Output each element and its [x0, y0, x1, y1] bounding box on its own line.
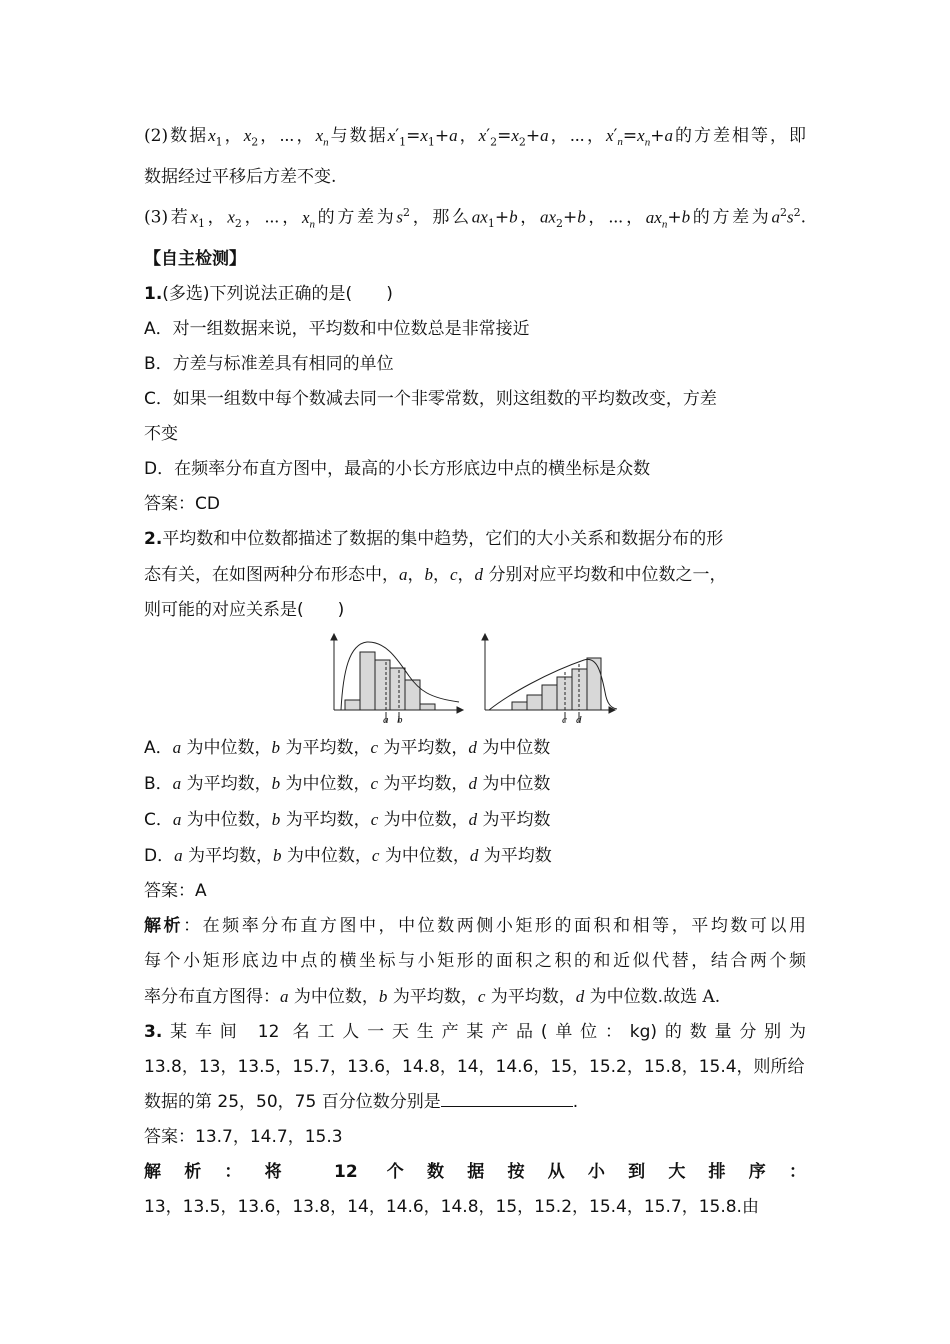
option-part: 为平均数， [285, 738, 371, 759]
question-2-analysis-1 [144, 909, 806, 944]
question-3-text-1: 某车间 12 名工人一天生产某产品(单位：kg)的数量分别为 [162, 1022, 806, 1043]
option-letter: B． [144, 774, 173, 795]
right-bar [512, 702, 527, 710]
text-p3-mid: 的方差为 [315, 208, 397, 229]
option-part: 为中位数， [383, 810, 469, 831]
analysis-label: 解析 [144, 916, 184, 937]
option-part: 为平均数 [482, 810, 551, 831]
right-y-arrow [482, 634, 488, 640]
left-y-arrow [331, 634, 337, 640]
left-bar [405, 680, 420, 710]
question-3-stem-1 [144, 1015, 806, 1050]
question-2-stem-1 [144, 522, 806, 557]
question-3-stem-3 [144, 1085, 806, 1120]
analysis-part: 为平均数， [392, 987, 478, 1008]
option-part: 为平均数， [383, 774, 469, 795]
question-3-analysis-1: 解析：将 12 个数据按从小到大排序： [144, 1162, 806, 1183]
right-bar [527, 695, 542, 710]
question-2-option-c: C．a 为中位数，b 为平均数，c 为中位数，d 为平均数 [144, 810, 551, 831]
question-2-analysis-2: 每个小矩形底边中点的横坐标与小矩形的面积之积的和近似代替，结合两个频 [144, 951, 806, 972]
option-part: 为中位数， [186, 738, 272, 759]
right-bar [587, 658, 601, 710]
left-bar [345, 700, 360, 710]
option-part: 为中位数， [286, 846, 372, 867]
option-part: 为中位数 [482, 774, 551, 795]
question-2-number: 2. [144, 529, 163, 550]
question-3-end: . [572, 1092, 579, 1113]
question-1-stem [144, 277, 806, 312]
text-p2-a: 与数据 [328, 126, 388, 146]
left-bar [420, 704, 435, 710]
question-2-option-d: D．a 为平均数，b 为中位数，c 为中位数，d 为平均数 [144, 846, 552, 867]
label-a: a [383, 714, 389, 725]
option-part: 为平均数， [383, 738, 469, 759]
histogram-figure [329, 632, 619, 724]
right-bars [512, 658, 601, 710]
question-2-answer: 答案：A [144, 881, 207, 902]
left-bar [390, 668, 405, 710]
question-3-answer: 答案：13.7，14.7，15.3 [144, 1127, 343, 1148]
question-2-option-b: B．a 为平均数，b 为中位数，c 为平均数，d 为中位数 [144, 774, 551, 795]
section-title: 【自主检测】 [144, 249, 246, 270]
question-1-option-c: C．如果一组数中每个数减去同一个非零常数，则这组数的平均数改变，方差 [144, 389, 717, 410]
right-bar [542, 685, 557, 710]
option-part: 为中位数， [186, 810, 272, 831]
question-3-analysis-2: 13，13.5，13.6，13.8，14，14.6，14.8，15，15.2，15.4，15.7，15.8.由 [144, 1197, 759, 1218]
option-part: 为平均数， [188, 846, 273, 867]
left-x-arrow [457, 707, 463, 713]
question-3-text-3: 数据的第 25，50，75 百分位数分别是 [144, 1092, 441, 1113]
analysis-part: 为中位数.故选 A. [589, 987, 721, 1008]
option-part: 为中位数， [384, 846, 470, 867]
answer-blank[interactable] [441, 1088, 573, 1107]
question-2-text-1: 平均数和中位数都描述了数据的集中趋势，它们的大小关系和数据分布的形 [162, 529, 724, 550]
question-2-text-2b: 分别对应平均数和中位数之一， [488, 565, 727, 586]
question-1-number: 1. [144, 284, 163, 305]
option-part: 为中位数， [285, 774, 371, 795]
question-1-option-a: A．对一组数据来说，平均数和中位数总是非常接近 [144, 319, 530, 340]
text-p2-b: 的方差相等，即 [672, 126, 807, 146]
question-2-option-a: A．a 为中位数，b 为平均数，c 为平均数，d 为中位数 [144, 738, 551, 759]
question-3-stem-2: 13.8，13，13.5，15.7，13.6，14.8，14，14.6，15，15.2，15.8，15.4，则所给 [144, 1057, 805, 1078]
paragraph-translation-variance: (2)数据$x_1$，$x_2$，⋯，$x_n$与数据$x'_1=x_1+a$，$x'_2=x_2+a$，⋯，$x'_n=x_n+a$的方差相等，即 [144, 126, 807, 149]
question-1-option-b: B．方差与标准差具有相同的单位 [144, 354, 394, 375]
document-page [144, 118, 806, 1225]
analysis-part: 率分布直方图得： [144, 987, 280, 1008]
text-p2-prefix: (2)数据 [144, 126, 209, 146]
label-b: b [397, 714, 403, 725]
question-2-text-2a: 态有关，在如图两种分布形态中， [144, 565, 399, 586]
text-p3-prefix: (3)若 [144, 208, 191, 229]
analysis-part: 为平均数， [490, 987, 576, 1008]
analysis-text: ：在频率分布直方图中，中位数两侧小矩形的面积和相等，平均数可以用 [183, 916, 807, 937]
text-p3-mid3: 的方差为 [690, 208, 772, 229]
left-bar [375, 660, 390, 710]
paragraph-scaling-variance: (3)若$x_1$，$x_2$，⋯，$x_n$的方差为$s^2$，那么$ax_1+b$，$ax_2+b$，⋯，$ax_n+b$的方差为$a^2s^2$. [144, 206, 807, 231]
option-part: 为中位数 [482, 738, 551, 759]
option-letter: A． [144, 738, 173, 759]
question-1-option-d: D．在频率分布直方图中，最高的小长方形底边中点的横坐标是众数 [144, 459, 651, 480]
question-2-analysis-3: 率分布直方图得：a 为中位数，b 为平均数，c 为平均数，d 为中位数.故选 A. [144, 987, 721, 1008]
option-part: 为平均数， [285, 810, 371, 831]
left-bars [345, 652, 435, 710]
text-p3-mid2: ，那么 [410, 208, 472, 229]
question-3-number: 3. [144, 1022, 163, 1043]
question-2-stem-2: 态有关，在如图两种分布形态中，a，b，c，d 分别对应平均数和中位数之一， [144, 565, 727, 586]
paragraph-translation-variance-2: 数据经过平移后方差不变. [144, 167, 337, 188]
option-part: 为平均数 [483, 846, 552, 867]
question-1-text: (多选)下列说法正确的是( ) [162, 284, 393, 305]
option-letter: C． [144, 810, 173, 831]
option-letter: D． [144, 846, 175, 867]
left-bar [360, 652, 375, 710]
option-part: 为平均数， [186, 774, 272, 795]
question-2-stem-3: 则可能的对应关系是( ) [144, 600, 345, 621]
label-c: c [562, 714, 567, 725]
question-1-answer: 答案：CD [144, 494, 220, 515]
question-1-option-c-cont: 不变 [144, 424, 178, 445]
analysis-part: 为中位数， [293, 987, 379, 1008]
label-d: d [576, 714, 582, 725]
